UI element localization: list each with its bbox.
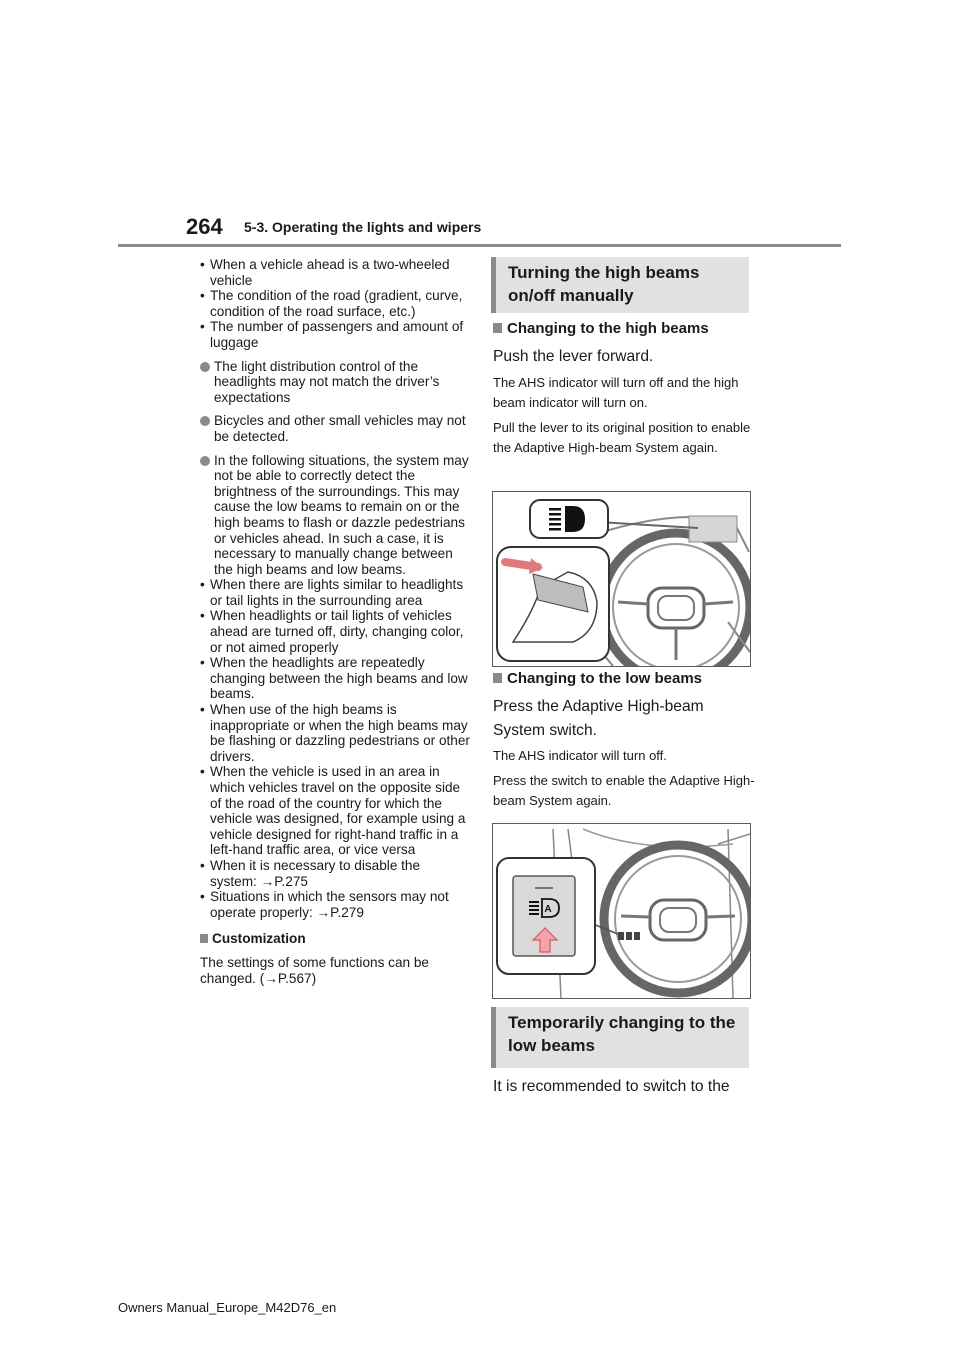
note-light-distribution (200, 359, 470, 406)
high-beams-heading: Changing to the high beams (493, 320, 709, 337)
section-heading-temporary: Temporarily changing to the low beams (491, 1007, 749, 1068)
low-beams-note-2: Press the switch to enable the Adaptive High-beam System again. (493, 773, 755, 808)
ahs-badge-label: A (544, 904, 552, 915)
ahs-switch-diagram (493, 824, 750, 998)
note-situations (200, 453, 470, 578)
footer-text: Owners Manual_Europe_M42D76_en (118, 1300, 337, 1315)
note-text: The light distribution control of the headlights may not match the driver’s expectations (214, 358, 440, 405)
square-bullet-icon (493, 323, 502, 333)
low-beams-instruction: Press the Adaptive High-beam System switch. (493, 698, 704, 739)
customization-text: The settings of some functions can be changed. (→P.567) (200, 954, 429, 986)
lever-illustration (492, 491, 751, 667)
note-bicycles (200, 413, 470, 444)
temporary-intro: It is recommended to switch to the (493, 1078, 730, 1095)
list-item: • When use of the high beams is inappropriate or when the high beams may be flashing or dazzling pedestrians or other drivers. (200, 702, 470, 764)
situations-list (200, 577, 470, 920)
list-item: • When the vehicle is used in an area in which vehicles travel on the opposite side of the road of the country for which the vehicle was designed, for example using a vehicle designed for right-hand traffic in a left-hand traffic area, or vice versa (200, 764, 470, 858)
lever-diagram (493, 492, 750, 666)
list-item: • When the headlights are repeatedly changing between the high beams and low beams. (200, 655, 470, 702)
circle-bullet-icon (200, 456, 210, 466)
circle-bullet-icon (200, 416, 210, 426)
list-item: • When there are lights similar to headlights or tail lights in the surrounding area (200, 577, 470, 608)
ahs-switch-illustration (492, 823, 751, 999)
section-title: 5-3. Operating the lights and wipers (244, 219, 482, 235)
list-item: • When headlights or tail lights of vehicles ahead are turned off, dirty, changing color, or not aimed properly (200, 608, 470, 655)
customization-heading: Customization (200, 931, 470, 947)
list-item: • When it is necessary to disable the system: →P.275 (200, 858, 470, 889)
low-beams-heading: Changing to the low beams (493, 670, 702, 687)
high-beams-note-2: Pull the lever to its original position to enable the Adaptive High-beam System again. (493, 420, 751, 455)
high-beams-instruction: Push the lever forward. (493, 348, 654, 365)
square-bullet-icon (493, 673, 502, 683)
section-heading-manual: Turning the high beams on/off manually (491, 257, 749, 313)
list-item: • When a vehicle ahead is a two-wheeled vehicle (200, 257, 470, 288)
list-item: • The condition of the road (gradient, curve, condition of the road surface, etc.) (200, 288, 470, 319)
note-text: In the following situations, the system may not be able to correctly detect the brightness of the surroundings. This may cause the low beams to remain on or the high beams to flash or dazzle pedestrians or vehicles ahead. In such a case, it is necessary to manually change between the high beams and low beams. (214, 452, 469, 577)
note-text: Bicycles and other small vehicles may not be detected. (214, 413, 466, 444)
header-rule (118, 244, 841, 247)
intro-list (200, 257, 470, 351)
low-beams-note: The AHS indicator will turn off. (493, 748, 667, 763)
circle-bullet-icon (200, 362, 210, 372)
list-item: • The number of passengers and amount of luggage (200, 319, 470, 350)
list-item: • Situations in which the sensors may not operate properly: →P.279 (200, 889, 470, 920)
high-beams-note: The AHS indicator will turn off and the high beam indicator will turn on. (493, 375, 739, 410)
square-bullet-icon (200, 934, 208, 943)
page-number: 264 (186, 214, 223, 239)
left-column (200, 257, 470, 986)
